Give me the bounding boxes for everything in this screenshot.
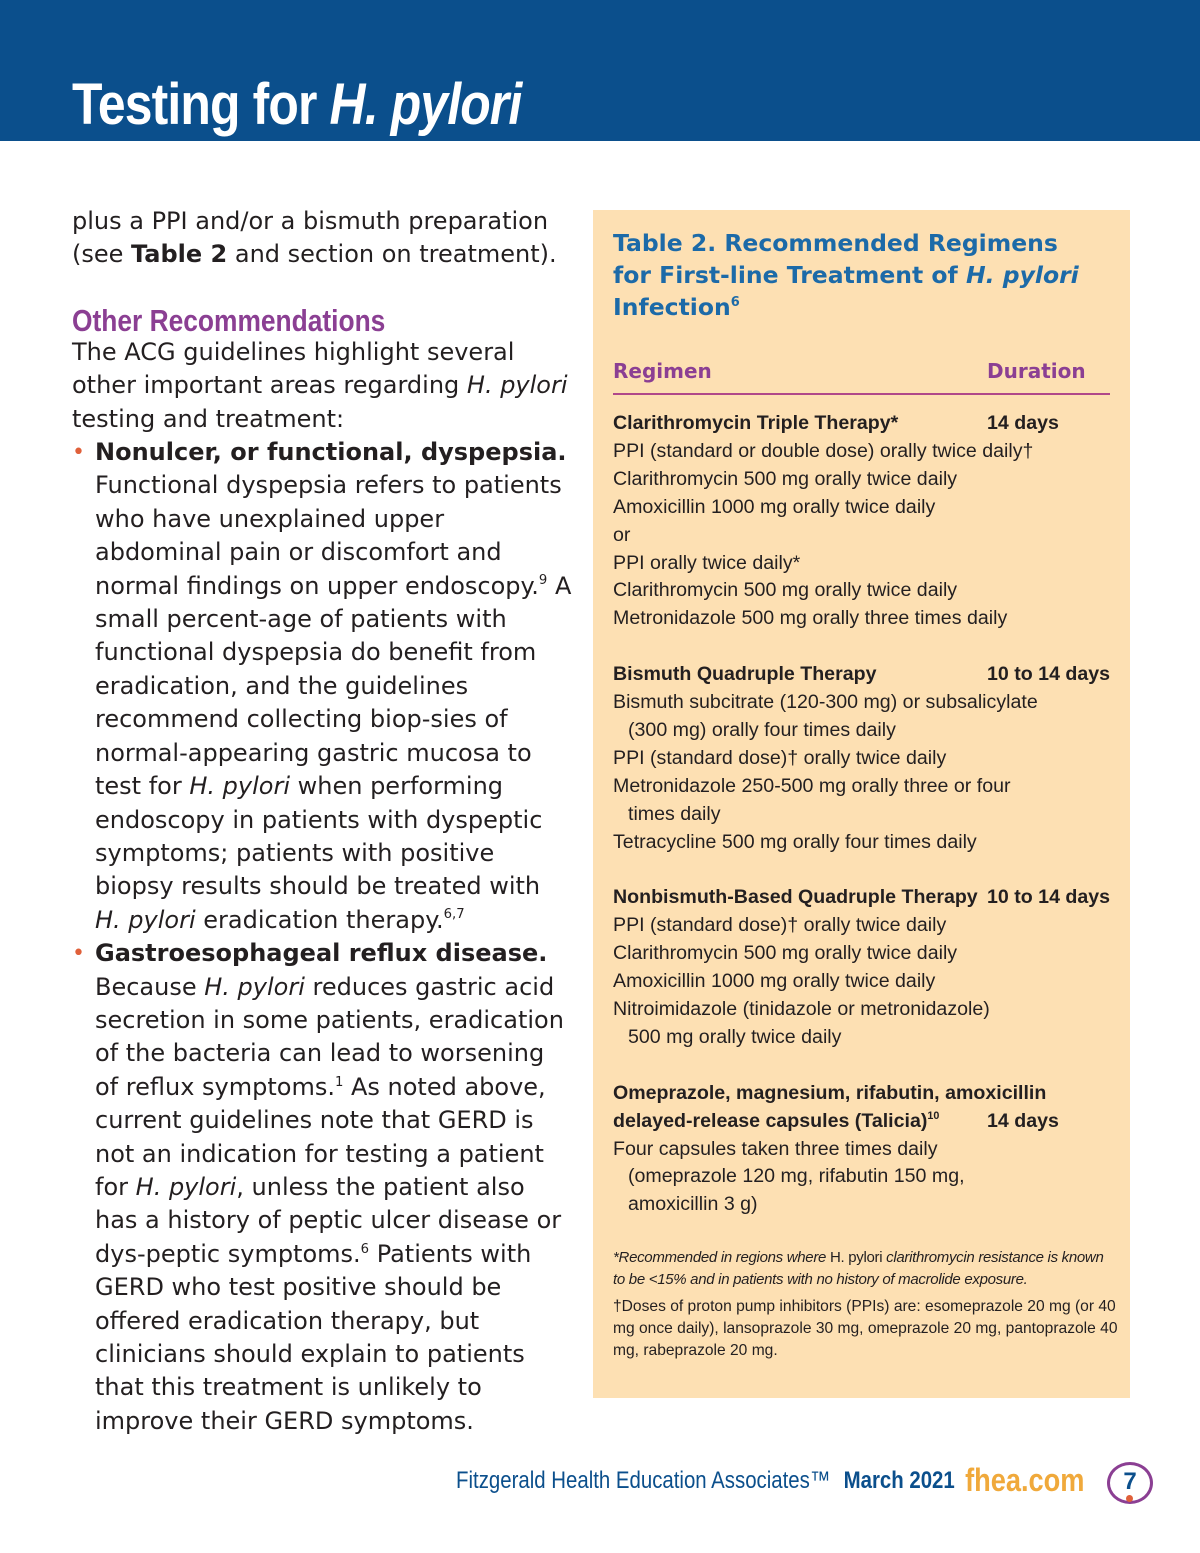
footnote-ppi-doses: †Doses of proton pump inhibitors (PPIs) are: esomeprazole 20 mg (or 40 mg once daily), lansoprazole 30 mg, omeprazole 20 mg, pantoprazole 40 mg, rabeprazole 20 mg. (613, 1298, 1118, 1359)
regimen-line: Nitroimidazole (tinidazole or metronidazole) (613, 998, 990, 1020)
column-header-regimen: Regimen (613, 359, 712, 383)
regimen-line: (omeprazole 120 mg, rifabutin 150 mg, (628, 1165, 965, 1188)
regimen-name: Omeprazole, magnesium, rifabutin, amoxicillin (613, 1081, 1047, 1104)
reference-superscript: 6,7 (443, 907, 465, 923)
regimen-line: PPI orally twice daily* (613, 551, 801, 574)
regimen-name: Clarithromycin Triple Therapy* 14 days (613, 410, 1113, 438)
badge-dot-icon (1126, 1495, 1133, 1502)
regimen-line: PPI (standard or double dose) orally twice daily† (613, 439, 1034, 462)
intro-paragraph: plus a PPI and/or a bismuth preparation (see Table 2 and section on treatment). (72, 207, 557, 269)
bullet-title: Nonulcer, or functional, dyspepsia. (95, 438, 567, 467)
left-column (72, 205, 572, 1438)
reference-superscript: 9 (538, 573, 548, 589)
regimen-name: Bismuth Quadruple Therapy 10 to 14 days (613, 661, 1113, 689)
regimen-line: or (613, 523, 631, 546)
page-footer (0, 1462, 1200, 1512)
column-header-duration: Duration (987, 359, 1086, 383)
reference-superscript: 10 (927, 1110, 940, 1123)
bullet-gerd: • Gastroesophageal reflux disease. Because H. pylori reduces gastric acid secretion in some patients, eradication of the bacteria can lead to worsening of reflux symptoms.$^1$ As noted above, current guidelines note that GERD is not an indication for testing a patient for H. pylori, unless the patient also has a history of peptic ulcer disease or dys-peptic symptoms.$^6$ Patients with GERD who test positive should be offered eradication therapy, but clinicians should explain to patients that this treatment is unlikely to improve their GERD symptoms. (72, 939, 564, 1435)
regimen-line: Bismuth subcitrate (120-300 mg) or subsalicylate (613, 691, 1038, 714)
page-title-italic: H. pylori (329, 72, 522, 137)
regimen-line: Metronidazole 250-500 mg orally three or four (613, 774, 1011, 797)
regimen-name: Nonbismuth-Based Quadruple Therapy 10 to 14 days (613, 884, 1113, 912)
regimen-line: Tetracycline 500 mg orally four times daily (613, 830, 977, 853)
regimen-line: PPI (standard dose)† orally twice daily (613, 746, 947, 769)
regimen-line: amoxicillin 3 g) (628, 1193, 758, 1216)
regimens-table-box (593, 210, 1130, 1398)
regimen-nonbismuth-quadruple (613, 884, 1113, 1051)
regimen-bismuth-quadruple (613, 661, 1113, 856)
section-heading: Other Recommendations (72, 302, 386, 338)
header-divider (613, 393, 1110, 395)
regimen-line: Amoxicillin 1000 mg orally twice daily (613, 495, 936, 518)
regimen-duration: 10 to 14 days (987, 663, 1111, 686)
regimen-talicia (613, 1080, 1113, 1220)
footer-date: March 2021 (843, 1467, 955, 1494)
page-title: Testing for H. pylori (72, 72, 522, 137)
table-title: Table 2. Recommended Regimens for First-line Treatment of H. pylori Infection$^6$ (613, 229, 1079, 321)
regimen-line: Metronidazole 500 mg orally three times daily (613, 607, 1008, 630)
regimen-line: (300 mg) orally four times daily (628, 718, 896, 741)
bullet-title: Gastroesophageal reflux disease. (95, 939, 548, 968)
footnote-clarithromycin: *Recommended in regions where H. pylori clarithromycin resistance is known to be <15% and in patients with no history of macrolide exposure. (613, 1249, 1104, 1288)
table-2-reference: Table 2 (131, 240, 228, 269)
page-number: 7 (1123, 1468, 1137, 1495)
page-number-badge (1107, 1462, 1153, 1504)
footer-organization: Fitzgerald Health Education Associates™ (455, 1467, 830, 1494)
regimen-line: PPI (standard dose)† orally twice daily (613, 914, 947, 937)
regimen-line: Four capsules taken three times daily (613, 1137, 938, 1160)
regimen-line: Clarithromycin 500 mg orally twice daily (613, 467, 958, 490)
regimen-line: times daily (628, 802, 721, 825)
lead-paragraph: The ACG guidelines highlight several other important areas regarding H. pylori testing and treatment: (72, 337, 568, 433)
reference-superscript: 1 (334, 1074, 344, 1090)
regimen-clarithromycin-triple (613, 410, 1113, 633)
regimen-duration: 14 days (987, 412, 1059, 434)
regimen-line: 500 mg orally twice daily (628, 1025, 842, 1048)
footer-website: fhea.com (964, 1462, 1084, 1498)
bullet-dot-icon: • (72, 440, 85, 466)
regimen-duration: 14 days (987, 1109, 1059, 1132)
regimen-line: Amoxicillin 1000 mg orally twice daily (613, 970, 936, 993)
reference-superscript: 6 (730, 294, 740, 310)
regimen-line: Clarithromycin 500 mg orally twice daily (613, 579, 958, 602)
regimen-duration: 10 to 14 days (987, 886, 1111, 909)
bullet-functional-dyspepsia: • Nonulcer, or functional, dyspepsia. Functional dyspepsia refers to patients who have unexplained upper abdominal pain or discomfort and normal findings on upper endoscopy.$^9$ A small percent-age of patients with functional dyspepsia do benefit from eradication, and the guidelines recommend collecting biop-sies of normal-appearing gastric mucosa to test for H. pylori when performing endoscopy in patients with dyspeptic symptoms; patients with positive biopsy results should be treated with H. pylori eradication therapy.$^{6,7}$ (72, 438, 572, 934)
regimen-list (613, 410, 1113, 1247)
bullet-dot-icon: • (72, 941, 85, 967)
regimen-line: Clarithromycin 500 mg orally twice daily (613, 942, 958, 965)
reference-superscript: 6 (360, 1241, 370, 1257)
regimen-name: delayed-release capsules (Talicia)$^{10}$ 14 days (613, 1108, 1113, 1136)
